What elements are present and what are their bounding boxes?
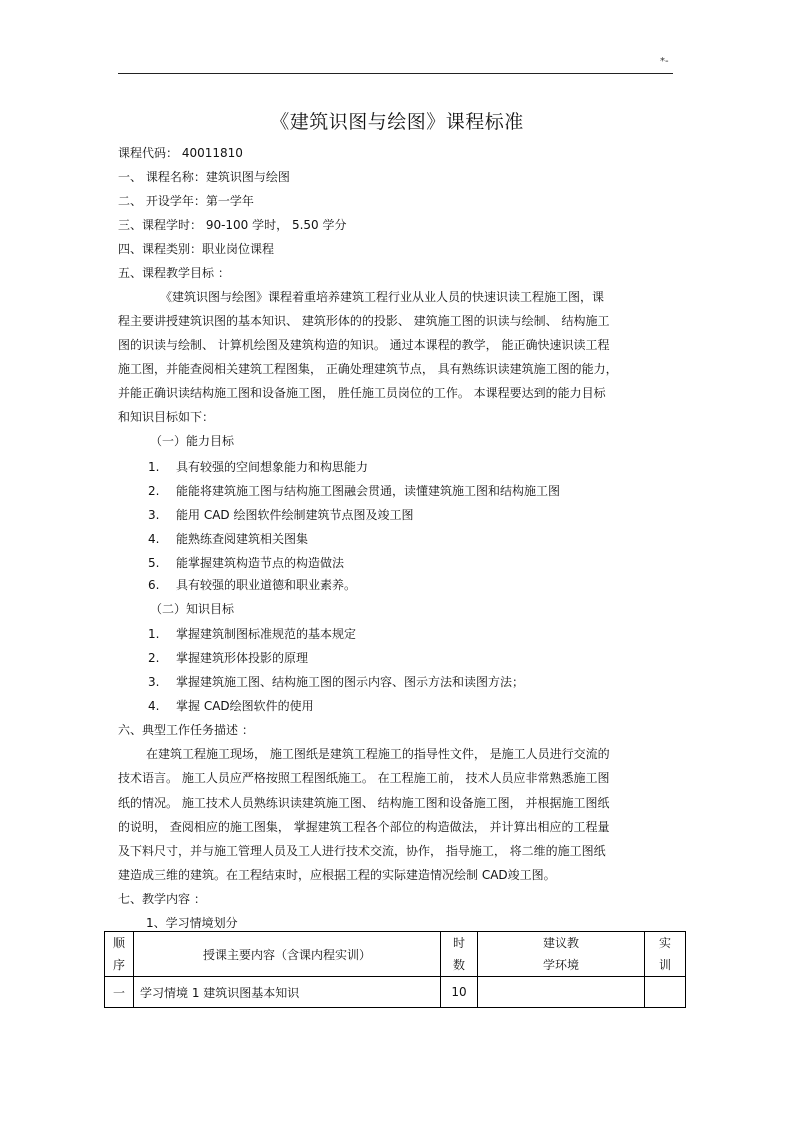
item-number: 3.	[148, 508, 160, 522]
cell-train	[645, 977, 686, 1008]
cell-content: 学习情境 1 建筑识图基本知识	[134, 977, 441, 1008]
goal-paragraph-line: 程主要讲授建筑识图的基本知识、 建筑形体的的投影、 建筑施工图的识读与绘制、 结构施工	[118, 314, 610, 328]
header-order-line1: 顺	[112, 936, 125, 950]
course-type: 四、课程类别：职业岗位课程	[118, 242, 275, 256]
item-number: 4.	[148, 699, 160, 713]
cell-hours: 10	[441, 977, 478, 1008]
page-title: 《建筑识图与绘图》课程标准	[270, 111, 524, 133]
header-env	[478, 932, 645, 977]
header-train-line2: 训	[658, 958, 671, 972]
course-code: 课程代码： 40011810	[118, 146, 243, 160]
knowledge-heading: （二）知识目标	[150, 602, 235, 616]
item-text: 掌握 CAD绘图软件的使用	[176, 699, 314, 713]
content-heading: 七、教学内容 ：	[118, 892, 206, 906]
item-number: 5.	[148, 556, 160, 570]
item-text: 能能将建筑施工图与结构施工图融会贯通，读懂建筑施工图和结构施工图	[176, 484, 561, 498]
header-hours-line2: 数	[452, 958, 465, 972]
ability-item	[148, 577, 356, 593]
ability-heading: （一）能力目标	[150, 434, 235, 448]
task-paragraph-line: 及下料尺寸，并与施工管理人员及工人进行技术交流，协作， 指导施工， 将二维的施工图纸	[118, 844, 606, 858]
header-main: 授课主要内容（含课内程实训）	[134, 932, 441, 977]
ability-item	[148, 507, 413, 523]
task-paragraph-line: 在建筑工程施工现场， 施工图纸是建筑工程施工的指导性文件， 是施工人员进行交流的	[146, 747, 610, 761]
knowledge-item	[148, 674, 524, 690]
goal-paragraph-line: 《建筑识图与绘图》课程着重培养建筑工程行业从业人员的快速识读工程施工图，课	[160, 290, 605, 304]
item-number: 1.	[148, 460, 160, 474]
task-paragraph-line: 建造成三维的建筑。在工程结束时，应根据工程的实际建造情况绘制 CAD竣工图。	[118, 868, 556, 882]
header-train	[645, 932, 686, 977]
header-order	[105, 932, 134, 977]
item-text: 掌握建筑施工图、结构施工图的图示内容、图示方法和读图方法；	[176, 675, 525, 689]
knowledge-item	[148, 626, 356, 642]
ability-item	[148, 483, 560, 499]
goal-paragraph-line: 图的识读与绘制、 计算机绘图及建筑构造的知识。 通过本课程的教学， 能正确快速识读工程	[118, 338, 610, 352]
cell-env	[478, 977, 645, 1008]
task-paragraph-line: 技术语言。 施工人员应严格按照工程图纸施工。 在工程施工前， 技术人员应非常熟悉施工图	[118, 771, 610, 785]
task-paragraph-line: 纸的情况。 施工技术人员熟练识读建筑施工图、 结构施工图和设备施工图， 并根据施工图纸	[118, 796, 610, 810]
course-year: 二、 开设学年：第一学年	[118, 194, 254, 208]
item-text: 能掌握建筑构造节点的构造做法	[176, 556, 345, 570]
item-number: 3.	[148, 675, 160, 689]
cell-order: 一	[105, 977, 134, 1008]
learning-situation-table	[104, 931, 686, 1008]
item-text: 能用 CAD 绘图软件绘制建筑节点图及竣工图	[176, 508, 414, 522]
table-header-row	[105, 932, 686, 977]
ability-item	[148, 459, 368, 475]
course-name: 一、 课程名称：建筑识图与绘图	[118, 170, 290, 184]
item-number: 6.	[148, 578, 160, 592]
header-hours	[441, 932, 478, 977]
item-text: 具有较强的职业道德和职业素养。	[176, 578, 357, 592]
task-paragraph-line: 的说明， 查阅相应的施工图集， 掌握建筑工程各个部位的构造做法， 并计算出相应的工程量	[118, 820, 610, 834]
knowledge-item	[148, 650, 308, 666]
header-hours-line1: 时	[452, 936, 465, 950]
task-heading: 六、典型工作任务描述 ：	[118, 723, 254, 737]
course-hours: 三、课程学时： 90-100 学时， 5.50 学分	[118, 218, 347, 232]
item-text: 掌握建筑制图标准规范的基本规定	[176, 627, 357, 641]
table-row	[105, 977, 686, 1008]
content-subheading: 1、学习情境划分	[146, 916, 238, 930]
knowledge-item	[148, 698, 314, 714]
header-rule	[118, 73, 673, 74]
item-text: 掌握建筑形体投影的原理	[176, 651, 309, 665]
item-number: 2.	[148, 651, 160, 665]
goal-heading: 五、课程教学目标 ：	[118, 266, 230, 280]
item-number: 1.	[148, 627, 160, 641]
item-text: 具有较强的空间想象能力和构思能力	[176, 460, 369, 474]
header-env-line2: 学环境	[542, 958, 579, 972]
goal-paragraph-line: 并能正确识读结构施工图和设备施工图， 胜任施工员岗位的工作。 本课程要达到的能力目标	[118, 386, 606, 400]
header-order-line2: 序	[112, 958, 125, 972]
header-train-line1: 实	[658, 936, 671, 950]
header-env-line1: 建议教	[542, 936, 579, 950]
ability-item	[148, 531, 308, 547]
goal-paragraph-line: 和知识目标如下：	[118, 410, 215, 424]
goal-paragraph-line: 施工图，并能查阅相关建筑工程图集， 正确处理建筑节点， 具有熟练识读建筑施工图的能力，	[118, 362, 618, 376]
header-mark: *-	[660, 56, 669, 67]
ability-item	[148, 555, 344, 571]
item-text: 能熟练查阅建筑相关图集	[176, 532, 309, 546]
item-number: 2.	[148, 484, 160, 498]
item-number: 4.	[148, 532, 160, 546]
